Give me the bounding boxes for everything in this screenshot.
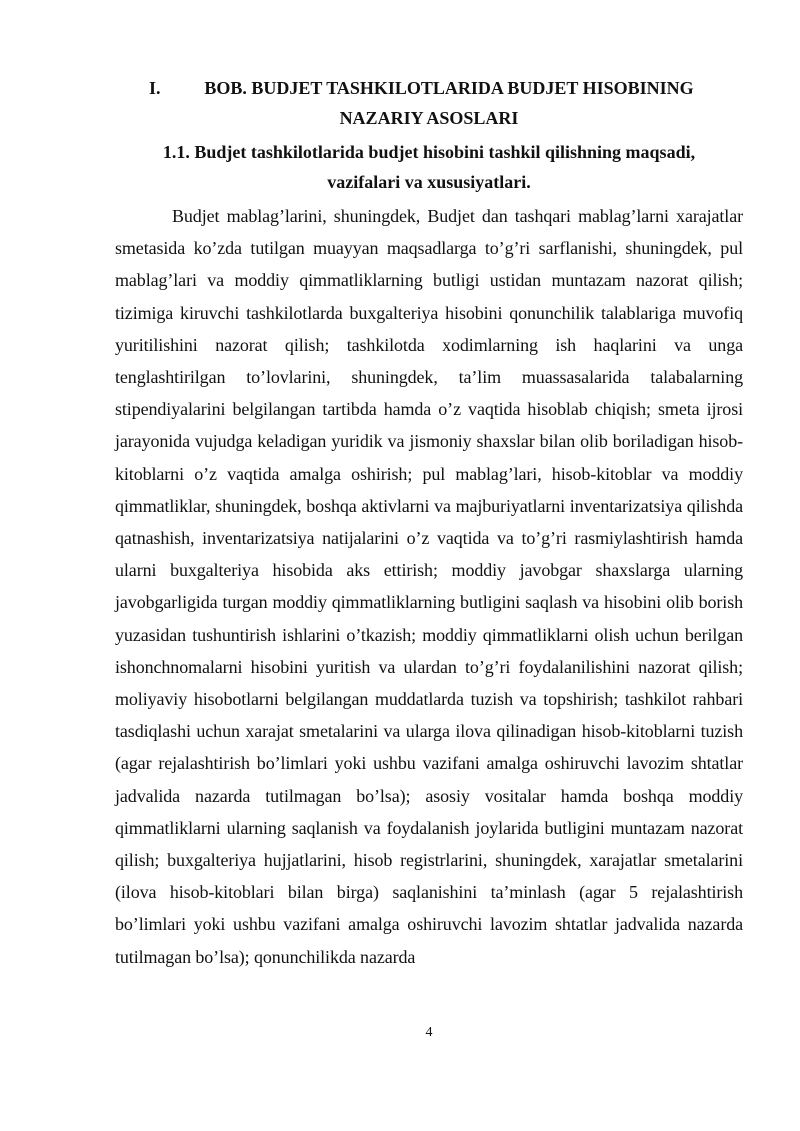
body-paragraph: Budjet mablag’larini, shuningdek, Budjet dan tashqari mablag’larni xarajatlar smetasida ko’zda tutilgan muayyan maqsadlarga to’g’ri sarflanishi, shuningdek, pul mablag’lari va moddiy qimmatliklarning butligi ustidan muntazam nazorat qilish; tizimiga kiruvchi tashkilotlarda buxgalteriya hisobini qonunchilik talablariga muvofiq yuritilishini nazorat qilish; tashkilotda xodimlarning ish haqlarini va unga tenglashtirilgan to’lovlarini, shuningdek, ta’lim muassasalarida talabalarning stipendiyalarini belgilangan tartibda hamda o’z vaqtida hisoblab chiqish; smeta ijrosi jarayonida vujudga keladigan yuridik va jismoniy shaxslar bilan olib boriladigan hisob-kitoblarni o’z vaqtida amalga oshirish; pul mablag’lari, hisob-kitoblar va moddiy qimmatliklar, shuningdek, boshqa aktivlarni va majburiyatlarni inventarizatsiya qilishda qatnashish, inventarizatsiya natijalarini o’z vaqtida va to’g’ri rasmiylashtirish hamda ularni buxgalteriya hisobida aks ettirish; moddiy javobgar shaxslarga ularning javobgarligida turgan moddiy qimmatliklarning butligini saqlash va hisobini olib borish yuzasidan tushuntirish ishlarini o’tkazish; moddiy qimmatliklarni olish uchun berilgan ishonchnomalarni hisobini yuritish va ulardan to’g’ri foydalanilishini nazorat qilish; moliyaviy hisobotlarni belgilangan muddatlarda tuzish va topshirish; tashkilot rahbari tasdiqlashi uchun xarajat smetalarini va ularga ilova qilinadigan hisob-kitoblarni tuzish (agar rejalashtirish bo’limlari yoki ushbu vazifani amalga oshiruvchi lavozim shtatlar jadvalida nazarda tutilmagan bo’lsa); asosiy vositalar hamda boshqa moddiy qimmatliklarni ularning saqlanish va foydalanish joylarida butligini muntazam nazorat qilish; buxgalteriya hujjatlarini, hisob registrlarini, shuningdek, xarajatlar smetalarini (ilova hisob-kitoblari bilan birga) saqlanishini ta’minlash (agar 5 rejalashtirish bo’limlari yoki ushbu vazifani amalga oshiruvchi lavozim shtatlar jadvalida nazarda tutilmagan bo’lsa); qonunchilikda nazarda bbox=[115, 206, 743, 967]
section-heading bbox=[115, 137, 743, 197]
chapter-title-line2: NAZARIY ASOSLARI bbox=[339, 108, 519, 128]
page-number: 4 bbox=[425, 1025, 433, 1040]
chapter-heading bbox=[115, 73, 743, 133]
chapter-title-line1: BOB. BUDJET TASHKILOTLARIDA BUDJET HISOBINING bbox=[204, 78, 694, 98]
section-title-line2: vazifalari va xususiyatlari. bbox=[327, 172, 531, 192]
section-title-line1: 1.1. Budjet tashkilotlarida budjet hisobini tashkil qilishning maqsadi, bbox=[162, 142, 696, 162]
chapter-number: I. bbox=[149, 78, 161, 98]
